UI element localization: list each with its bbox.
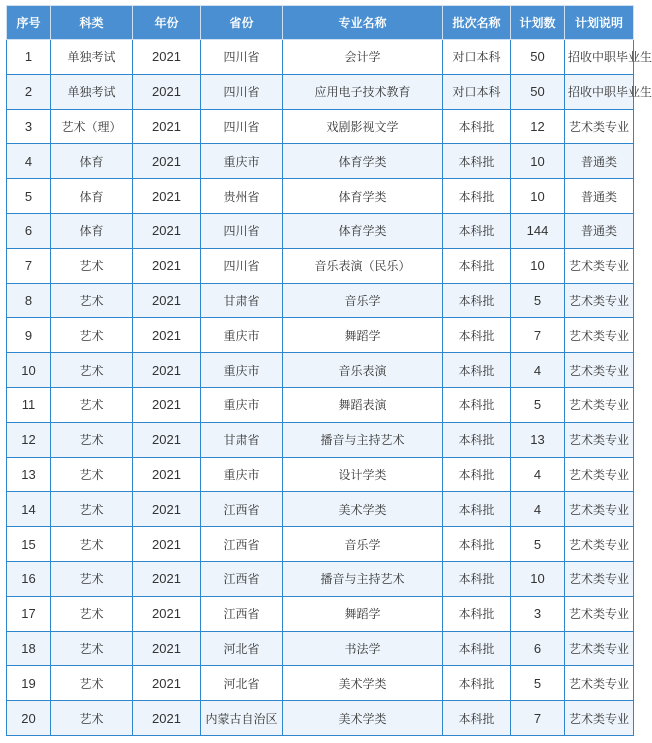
cell-year: 2021 bbox=[133, 248, 201, 283]
cell-major: 书法学 bbox=[283, 631, 443, 666]
cell-province: 江西省 bbox=[201, 561, 283, 596]
header-cell-province: 省份 bbox=[201, 6, 283, 40]
cell-quota: 6 bbox=[511, 631, 565, 666]
table-row bbox=[7, 353, 634, 388]
cell-province: 重庆市 bbox=[201, 318, 283, 353]
cell-category: 艺术 bbox=[51, 631, 133, 666]
cell-year: 2021 bbox=[133, 422, 201, 457]
cell-category: 艺术 bbox=[51, 527, 133, 562]
cell-batch: 本科批 bbox=[443, 144, 511, 179]
cell-quota: 4 bbox=[511, 353, 565, 388]
cell-year: 2021 bbox=[133, 283, 201, 318]
cell-province: 贵州省 bbox=[201, 179, 283, 214]
header-cell-note: 计划说明 bbox=[565, 6, 634, 40]
table-body bbox=[7, 40, 652, 736]
cell-province: 河北省 bbox=[201, 631, 283, 666]
cell-major: 体育学类 bbox=[283, 144, 443, 179]
cell-year: 2021 bbox=[133, 213, 201, 248]
header-cell-year: 年份 bbox=[133, 6, 201, 40]
cell-quota: 5 bbox=[511, 387, 565, 422]
header-cell-index: 序号 bbox=[7, 6, 51, 40]
header-cell-quota: 计划数 bbox=[511, 6, 565, 40]
cell-year: 2021 bbox=[133, 74, 201, 109]
cell-major: 舞蹈学 bbox=[283, 596, 443, 631]
table-row bbox=[7, 40, 634, 75]
cell-major: 播音与主持艺术 bbox=[283, 561, 443, 596]
cell-quota: 7 bbox=[511, 318, 565, 353]
cell-batch: 本科批 bbox=[443, 561, 511, 596]
cell-index: 13 bbox=[7, 457, 51, 492]
cell-major: 体育学类 bbox=[283, 179, 443, 214]
cell-index: 3 bbox=[7, 109, 51, 144]
table-row bbox=[7, 527, 634, 562]
cell-province: 江西省 bbox=[201, 527, 283, 562]
cell-category: 艺术 bbox=[51, 283, 133, 318]
cell-major: 美术学类 bbox=[283, 492, 443, 527]
cell-major: 播音与主持艺术 bbox=[283, 422, 443, 457]
cell-quota: 5 bbox=[511, 283, 565, 318]
table-row bbox=[7, 318, 634, 353]
cell-batch: 本科批 bbox=[443, 666, 511, 701]
cell-batch: 本科批 bbox=[443, 213, 511, 248]
table-row bbox=[7, 596, 634, 631]
cell-quota: 5 bbox=[511, 666, 565, 701]
cell-province: 河北省 bbox=[201, 666, 283, 701]
cell-note: 艺术类专业 bbox=[565, 492, 634, 527]
cell-category: 艺术 bbox=[51, 353, 133, 388]
cell-major: 音乐学 bbox=[283, 283, 443, 318]
cell-quota: 13 bbox=[511, 422, 565, 457]
cell-year: 2021 bbox=[133, 109, 201, 144]
cell-category: 艺术 bbox=[51, 701, 133, 736]
cell-batch: 本科批 bbox=[443, 283, 511, 318]
cell-category: 艺术 bbox=[51, 666, 133, 701]
cell-batch: 本科批 bbox=[443, 109, 511, 144]
cell-year: 2021 bbox=[133, 353, 201, 388]
cell-year: 2021 bbox=[133, 596, 201, 631]
cell-category: 艺术（理） bbox=[51, 109, 133, 144]
cell-index: 12 bbox=[7, 422, 51, 457]
cell-index: 15 bbox=[7, 527, 51, 562]
table-row bbox=[7, 144, 634, 179]
cell-year: 2021 bbox=[133, 179, 201, 214]
cell-major: 设计学类 bbox=[283, 457, 443, 492]
cell-batch: 本科批 bbox=[443, 701, 511, 736]
header-cell-category: 科类 bbox=[51, 6, 133, 40]
cell-year: 2021 bbox=[133, 387, 201, 422]
table-row bbox=[7, 179, 634, 214]
cell-quota: 10 bbox=[511, 179, 565, 214]
cell-index: 19 bbox=[7, 666, 51, 701]
cell-province: 重庆市 bbox=[201, 144, 283, 179]
cell-province: 四川省 bbox=[201, 74, 283, 109]
cell-note: 艺术类专业 bbox=[565, 283, 634, 318]
cell-category: 体育 bbox=[51, 144, 133, 179]
cell-year: 2021 bbox=[133, 457, 201, 492]
cell-quota: 10 bbox=[511, 561, 565, 596]
cell-note: 艺术类专业 bbox=[565, 353, 634, 388]
table-row bbox=[7, 492, 634, 527]
cell-year: 2021 bbox=[133, 561, 201, 596]
cell-province: 内蒙古自治区 bbox=[201, 701, 283, 736]
cell-note: 招收中职毕业生 bbox=[565, 40, 634, 75]
table-row bbox=[7, 457, 634, 492]
cell-major: 会计学 bbox=[283, 40, 443, 75]
cell-batch: 本科批 bbox=[443, 631, 511, 666]
cell-major: 舞蹈学 bbox=[283, 318, 443, 353]
cell-index: 8 bbox=[7, 283, 51, 318]
cell-note: 普通类 bbox=[565, 213, 634, 248]
cell-year: 2021 bbox=[133, 40, 201, 75]
cell-category: 艺术 bbox=[51, 422, 133, 457]
cell-quota: 4 bbox=[511, 492, 565, 527]
cell-year: 2021 bbox=[133, 492, 201, 527]
cell-category: 体育 bbox=[51, 179, 133, 214]
cell-major: 体育学类 bbox=[283, 213, 443, 248]
cell-province: 江西省 bbox=[201, 596, 283, 631]
cell-index: 7 bbox=[7, 248, 51, 283]
table-row bbox=[7, 283, 634, 318]
table-row bbox=[7, 666, 634, 701]
cell-category: 艺术 bbox=[51, 561, 133, 596]
cell-major: 舞蹈表演 bbox=[283, 387, 443, 422]
cell-quota: 3 bbox=[511, 596, 565, 631]
cell-year: 2021 bbox=[133, 701, 201, 736]
cell-quota: 10 bbox=[511, 144, 565, 179]
cell-category: 体育 bbox=[51, 213, 133, 248]
cell-major: 音乐学 bbox=[283, 527, 443, 562]
cell-year: 2021 bbox=[133, 527, 201, 562]
header-row bbox=[7, 6, 634, 40]
cell-quota: 5 bbox=[511, 527, 565, 562]
cell-note: 艺术类专业 bbox=[565, 248, 634, 283]
cell-major: 应用电子技术教育 bbox=[283, 74, 443, 109]
cell-index: 16 bbox=[7, 561, 51, 596]
cell-major: 戏剧影视文学 bbox=[283, 109, 443, 144]
cell-category: 艺术 bbox=[51, 596, 133, 631]
cell-batch: 本科批 bbox=[443, 527, 511, 562]
cell-note: 艺术类专业 bbox=[565, 561, 634, 596]
cell-index: 18 bbox=[7, 631, 51, 666]
cell-batch: 对口本科 bbox=[443, 74, 511, 109]
cell-year: 2021 bbox=[133, 631, 201, 666]
cell-note: 艺术类专业 bbox=[565, 527, 634, 562]
cell-quota: 12 bbox=[511, 109, 565, 144]
table-row bbox=[7, 387, 634, 422]
cell-note: 艺术类专业 bbox=[565, 631, 634, 666]
cell-batch: 本科批 bbox=[443, 318, 511, 353]
cell-category: 艺术 bbox=[51, 318, 133, 353]
cell-major: 美术学类 bbox=[283, 701, 443, 736]
cell-province: 江西省 bbox=[201, 492, 283, 527]
admission-plan-table-container bbox=[6, 5, 652, 736]
cell-quota: 50 bbox=[511, 40, 565, 75]
cell-batch: 本科批 bbox=[443, 457, 511, 492]
cell-note: 艺术类专业 bbox=[565, 109, 634, 144]
cell-index: 4 bbox=[7, 144, 51, 179]
cell-quota: 10 bbox=[511, 248, 565, 283]
cell-category: 艺术 bbox=[51, 492, 133, 527]
cell-batch: 本科批 bbox=[443, 596, 511, 631]
cell-batch: 本科批 bbox=[443, 422, 511, 457]
table-row bbox=[7, 701, 634, 736]
cell-note: 艺术类专业 bbox=[565, 422, 634, 457]
cell-year: 2021 bbox=[133, 666, 201, 701]
cell-index: 11 bbox=[7, 387, 51, 422]
cell-note: 艺术类专业 bbox=[565, 387, 634, 422]
cell-quota: 144 bbox=[511, 213, 565, 248]
cell-index: 6 bbox=[7, 213, 51, 248]
cell-batch: 本科批 bbox=[443, 387, 511, 422]
cell-note: 招收中职毕业生 bbox=[565, 74, 634, 109]
cell-province: 甘肃省 bbox=[201, 283, 283, 318]
cell-index: 10 bbox=[7, 353, 51, 388]
cell-major: 音乐表演 bbox=[283, 353, 443, 388]
cell-category: 单独考试 bbox=[51, 74, 133, 109]
cell-province: 四川省 bbox=[201, 40, 283, 75]
cell-index: 2 bbox=[7, 74, 51, 109]
cell-index: 20 bbox=[7, 701, 51, 736]
table-row bbox=[7, 74, 634, 109]
cell-note: 普通类 bbox=[565, 144, 634, 179]
cell-major: 音乐表演（民乐） bbox=[283, 248, 443, 283]
cell-batch: 本科批 bbox=[443, 179, 511, 214]
table-row bbox=[7, 422, 634, 457]
cell-note: 艺术类专业 bbox=[565, 318, 634, 353]
cell-note: 艺术类专业 bbox=[565, 596, 634, 631]
cell-province: 甘肃省 bbox=[201, 422, 283, 457]
cell-index: 9 bbox=[7, 318, 51, 353]
cell-index: 14 bbox=[7, 492, 51, 527]
cell-province: 重庆市 bbox=[201, 457, 283, 492]
cell-major: 美术学类 bbox=[283, 666, 443, 701]
cell-index: 17 bbox=[7, 596, 51, 631]
cell-note: 艺术类专业 bbox=[565, 457, 634, 492]
cell-category: 艺术 bbox=[51, 387, 133, 422]
cell-category: 艺术 bbox=[51, 457, 133, 492]
cell-note: 艺术类专业 bbox=[565, 701, 634, 736]
admission-plan-table bbox=[6, 5, 652, 736]
table-row bbox=[7, 213, 634, 248]
header-cell-major: 专业名称 bbox=[283, 6, 443, 40]
table-row bbox=[7, 631, 634, 666]
table-row bbox=[7, 561, 634, 596]
cell-category: 艺术 bbox=[51, 248, 133, 283]
cell-batch: 对口本科 bbox=[443, 40, 511, 75]
cell-quota: 4 bbox=[511, 457, 565, 492]
cell-batch: 本科批 bbox=[443, 248, 511, 283]
table-row bbox=[7, 109, 634, 144]
cell-province: 四川省 bbox=[201, 248, 283, 283]
table-row bbox=[7, 248, 634, 283]
cell-batch: 本科批 bbox=[443, 492, 511, 527]
cell-province: 重庆市 bbox=[201, 387, 283, 422]
cell-index: 5 bbox=[7, 179, 51, 214]
cell-province: 重庆市 bbox=[201, 353, 283, 388]
cell-note: 艺术类专业 bbox=[565, 666, 634, 701]
cell-quota: 7 bbox=[511, 701, 565, 736]
header-cell-batch: 批次名称 bbox=[443, 6, 511, 40]
cell-year: 2021 bbox=[133, 144, 201, 179]
cell-province: 四川省 bbox=[201, 109, 283, 144]
cell-province: 四川省 bbox=[201, 213, 283, 248]
cell-quota: 50 bbox=[511, 74, 565, 109]
cell-index: 1 bbox=[7, 40, 51, 75]
cell-category: 单独考试 bbox=[51, 40, 133, 75]
cell-year: 2021 bbox=[133, 318, 201, 353]
cell-batch: 本科批 bbox=[443, 353, 511, 388]
cell-note: 普通类 bbox=[565, 179, 634, 214]
